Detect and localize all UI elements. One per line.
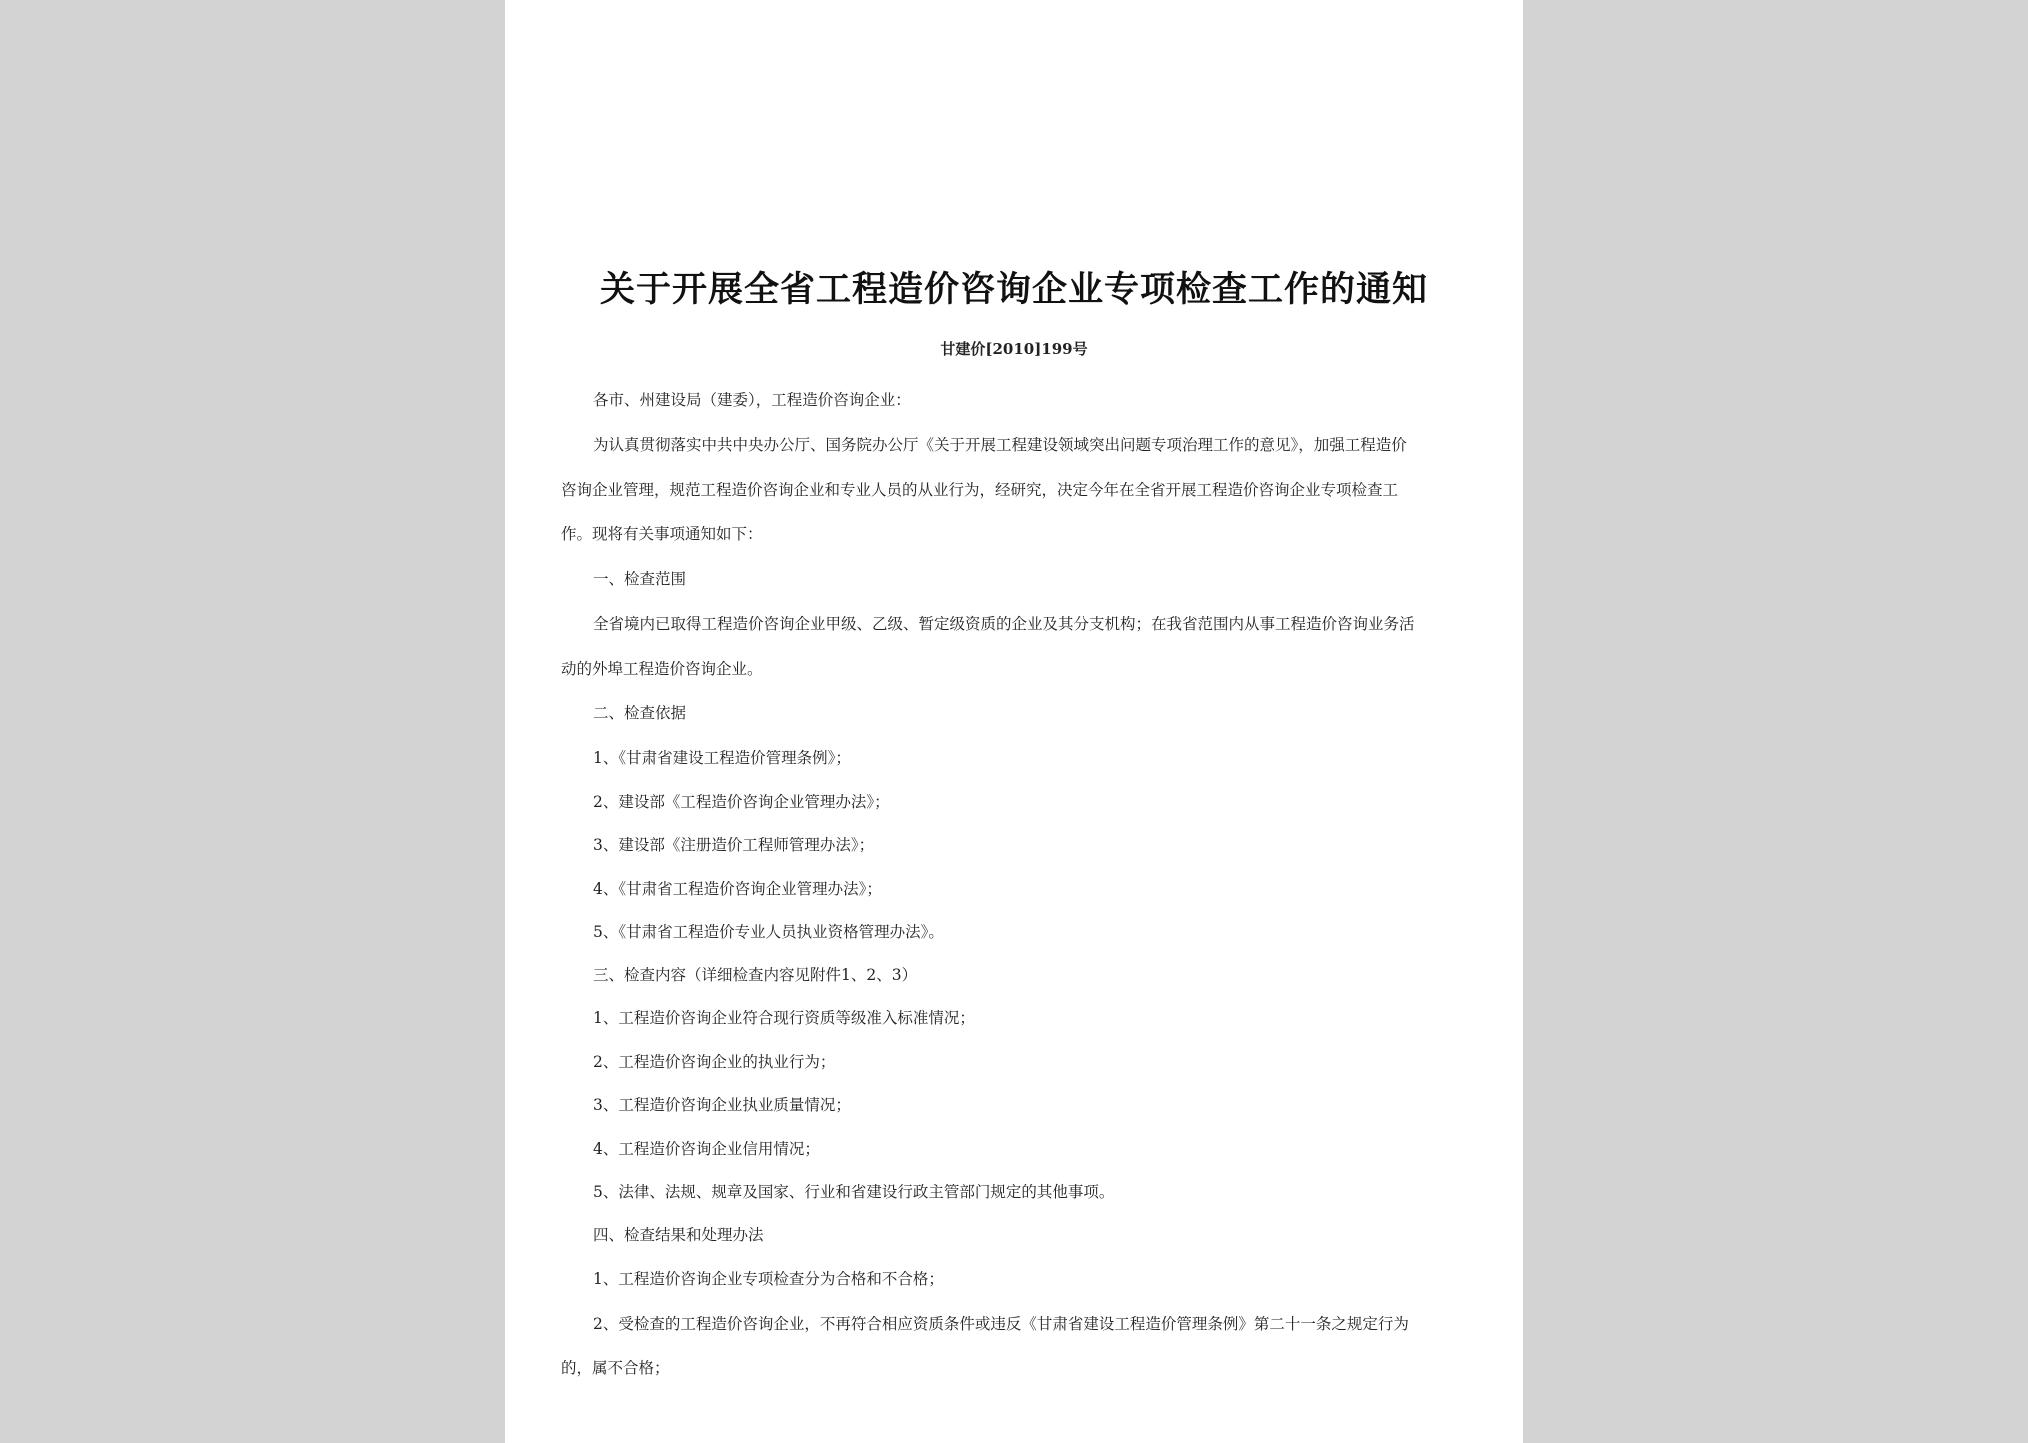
- document-title: 关于开展全省工程造价咨询企业专项检查工作的通知: [599, 269, 1428, 310]
- list-item: 1、《甘肃省建设工程造价管理条例》；: [593, 749, 851, 767]
- list-item: 3、工程造价咨询企业执业质量情况；: [593, 1096, 851, 1114]
- list-item: 5、《甘肃省工程造价专业人员执业资格管理办法》。: [593, 923, 944, 941]
- list-item: 1、工程造价咨询企业专项检查分为合格和不合格；: [593, 1270, 944, 1288]
- paragraph-line: 的，属不合格；: [561, 1359, 670, 1377]
- list-item: 3、建设部《注册造价工程师管理办法》；: [593, 836, 875, 854]
- document-page: [505, 0, 1523, 1443]
- section-heading: 二、检查依据: [593, 704, 687, 722]
- paragraph-line: 动的外埠工程造价咨询企业。: [561, 660, 763, 678]
- section-heading: 三、检查内容（详细检查内容见附件1、2、3）: [593, 966, 918, 984]
- list-item: 2、建设部《工程造价咨询企业管理办法》；: [593, 793, 890, 811]
- document-number: 甘建价[2010]199号: [940, 340, 1088, 358]
- list-item: 2、工程造价咨询企业的执业行为；: [593, 1053, 836, 1071]
- list-item: 2、受检查的工程造价咨询企业，不再符合相应资质条件或违反《甘肃省建设工程造价管理条例》第二十一条之规定行为: [593, 1315, 1409, 1333]
- paragraph-line: 作。现将有关事项通知如下：: [561, 525, 763, 543]
- list-item: 1、工程造价咨询企业符合现行资质等级准入标准情况；: [593, 1009, 975, 1027]
- paragraph-line: 咨询企业管理，规范工程造价咨询企业和专业人员的从业行为，经研究，决定今年在全省开展工程造价咨询企业专项检查工: [561, 481, 1399, 499]
- paragraph-line: 为认真贯彻落实中共中央办公厅、国务院办公厅《关于开展工程建设领域突出问题专项治理工作的意见》，加强工程造价: [593, 436, 1407, 454]
- salutation: 各市、州建设局（建委），工程造价咨询企业：: [593, 391, 911, 409]
- section-heading: 一、检查范围: [593, 570, 687, 588]
- list-item: 5、法律、法规、规章及国家、行业和省建设行政主管部门规定的其他事项。: [593, 1183, 1115, 1201]
- paragraph-line: 全省境内已取得工程造价咨询企业甲级、乙级、暂定级资质的企业及其分支机构；在我省范围内从事工程造价咨询业务活: [593, 615, 1415, 633]
- list-item: 4、工程造价咨询企业信用情况；: [593, 1140, 820, 1158]
- section-heading: 四、检查结果和处理办法: [593, 1226, 764, 1244]
- list-item: 4、《甘肃省工程造价咨询企业管理办法》；: [593, 880, 882, 898]
